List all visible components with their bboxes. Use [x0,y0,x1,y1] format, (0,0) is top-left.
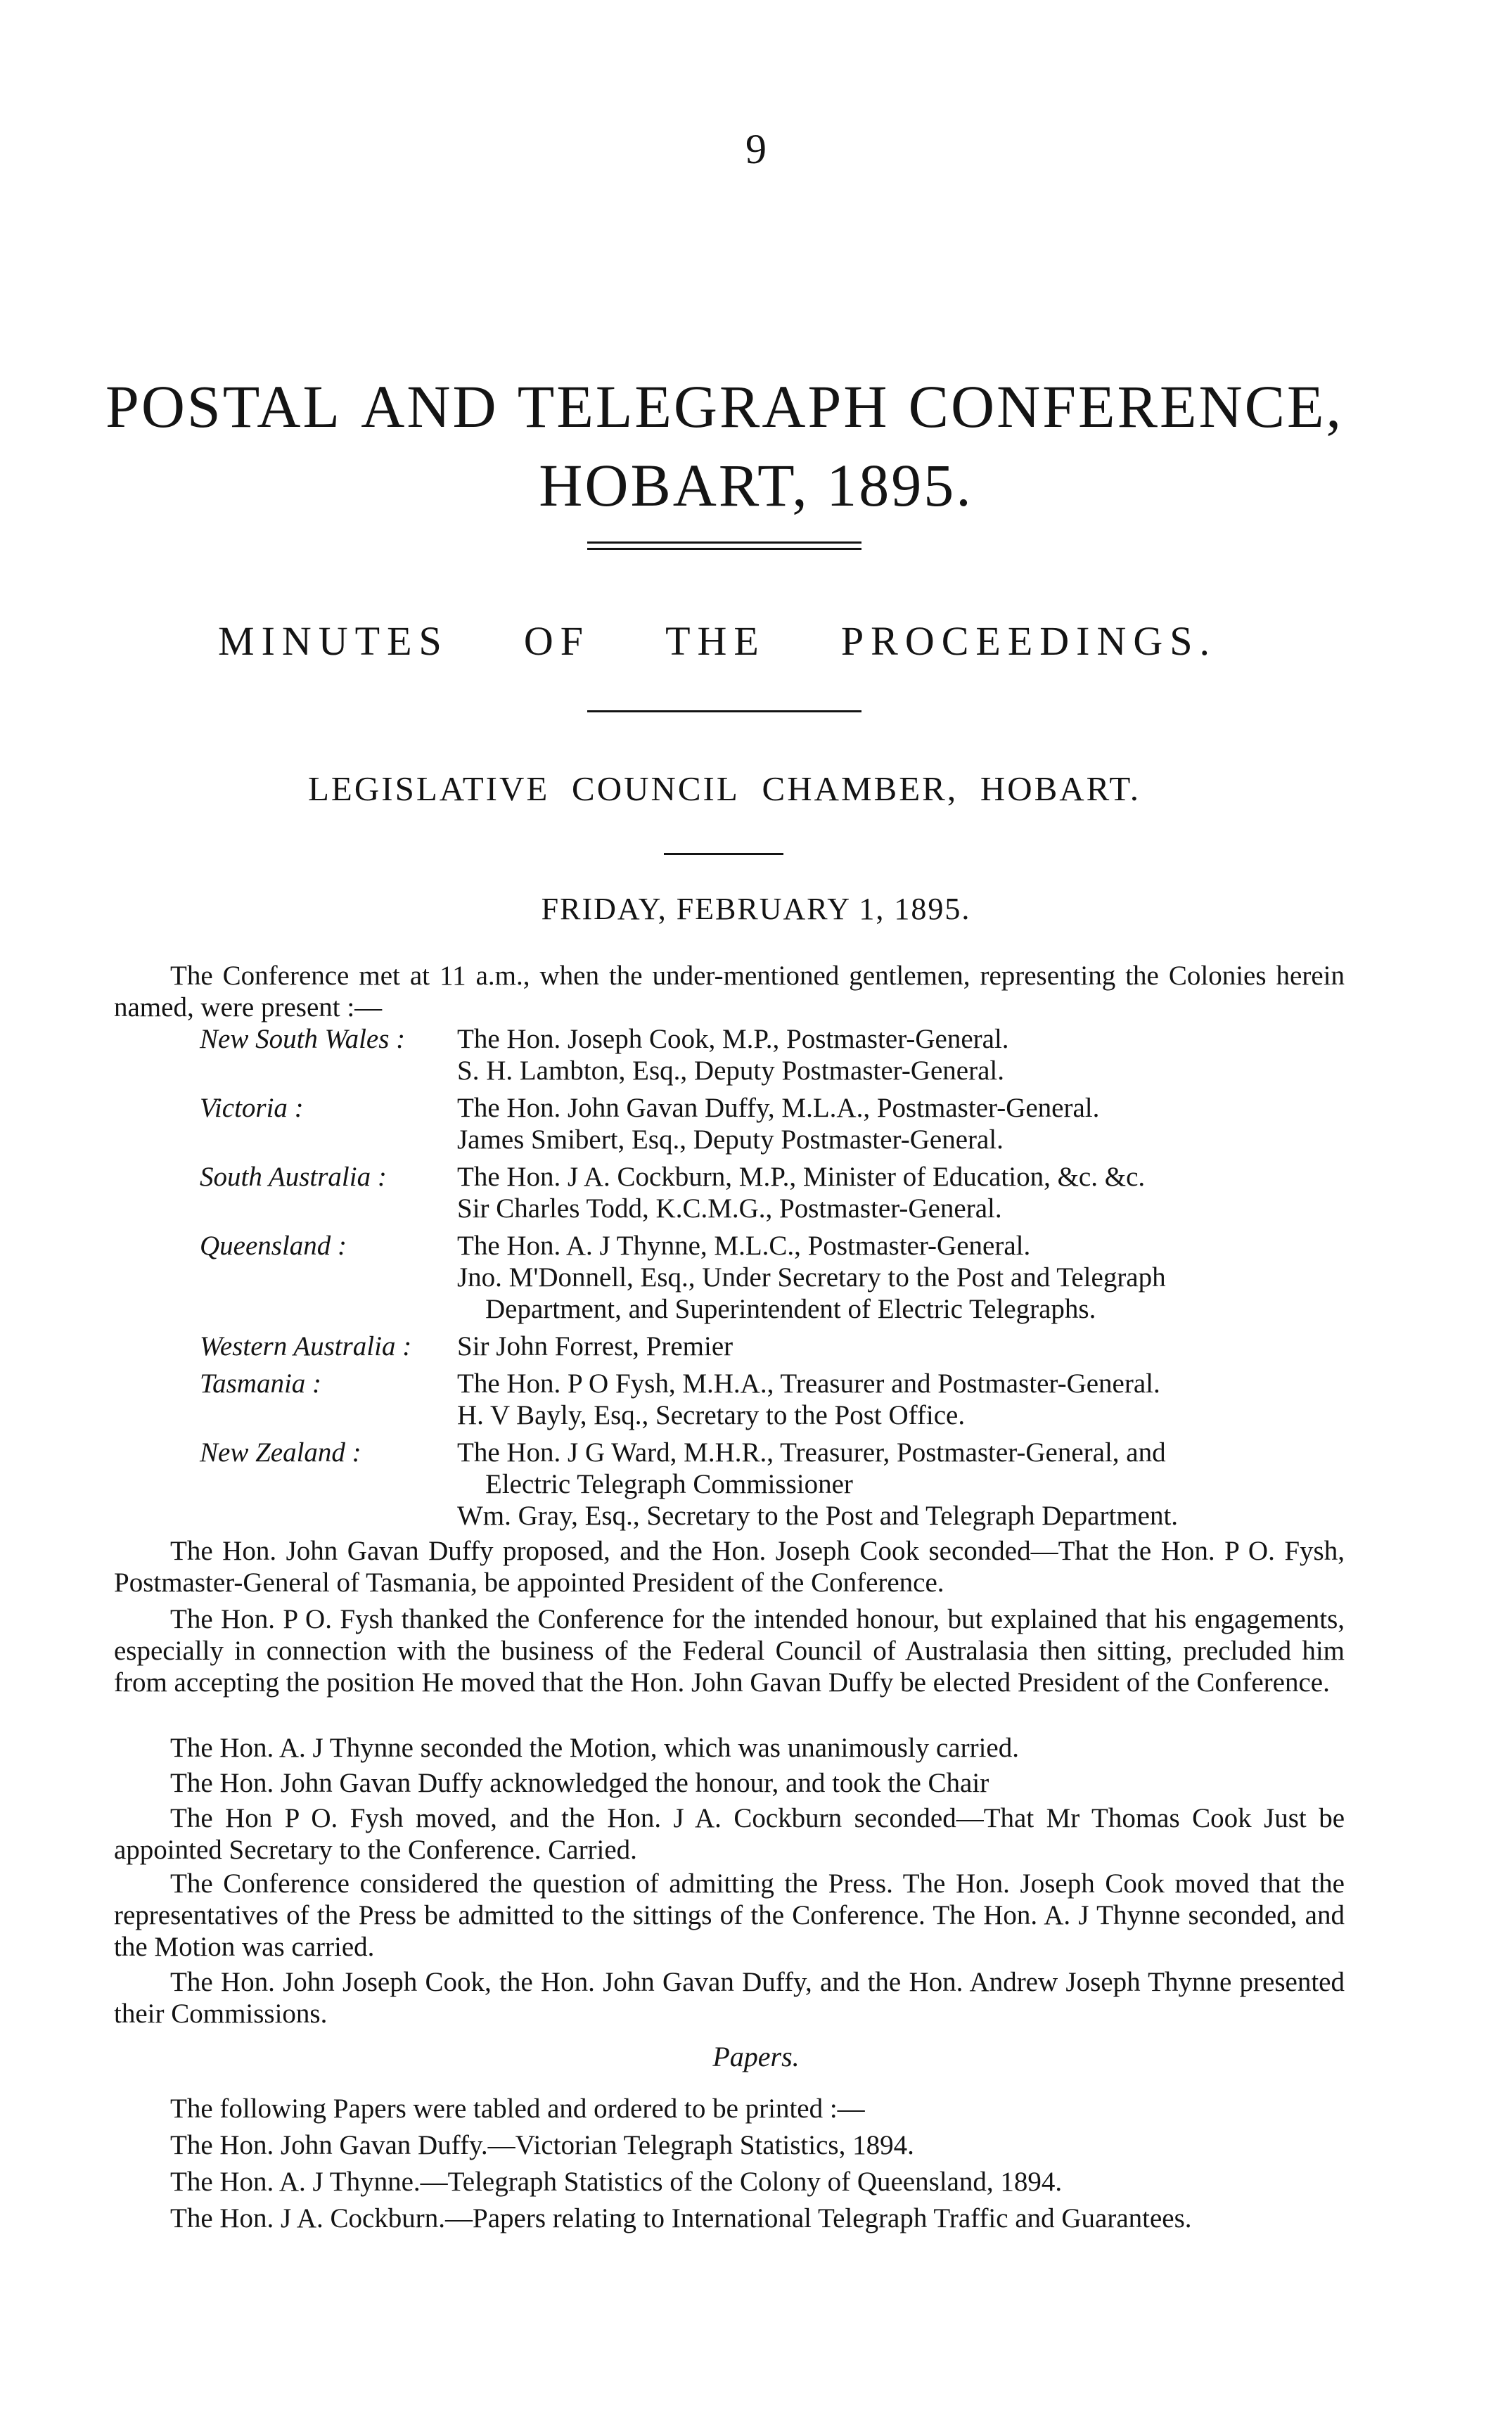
delegate-line: S. H. Lambton, Esq., Deputy Postmaster-General. [457,1056,1005,1086]
delegate-line: H. V Bayly, Esq., Secretary to the Post Office. [457,1400,966,1430]
colony-label: Queensland : [200,1231,347,1261]
papers-heading: Papers. [712,2041,800,2072]
colony-label: New South Wales : [200,1024,406,1054]
chamber-word: COUNCIL [572,769,740,808]
delegate-line: Electric Telegraph Commissioner [485,1469,853,1499]
rule-divider [587,710,861,712]
title-line-1 [105,371,1343,442]
delegate-line: Sir Charles Todd, K.C.M.G., Postmaster-General. [457,1193,1002,1224]
minutes-paragraph: The Hon. A. J Thynne seconded the Motion, which was unanimously carried. [170,1733,1019,1763]
subtitle-minutes [218,617,1217,665]
delegate-line: Department, and Superintendent of Electric Telegraphs. [485,1294,1096,1324]
double-rule-divider [587,541,861,550]
subtitle-word: THE [665,618,766,664]
colony-label: South Australia : [200,1162,387,1192]
papers-line: The Hon. John Gavan Duffy.—Victorian Telegraph Statistics, 1894. [170,2130,914,2160]
title-word: CONFERENCE, [908,373,1343,440]
delegate-line: The Hon. John Gavan Duffy, M.L.A., Postmaster-General. [457,1093,1100,1123]
delegate-line: The Hon. A. J Thynne, M.L.C., Postmaster-General. [457,1231,1031,1261]
minutes-paragraph: The Hon. John Gavan Duffy proposed, and the Hon. Joseph Cook seconded—That the Hon. P O. Fysh, Postmaster-General of Tasmania, be appointed President of the Conference. [114,1536,1345,1598]
papers-line: The following Papers were tabled and ordered to be printed :— [170,2094,865,2124]
delegate-line: The Hon. P O Fysh, M.H.A., Treasurer and Postmaster-General. [457,1368,1160,1399]
subtitle-word: MINUTES [218,618,449,664]
delegate-line: The Hon. J A. Cockburn, M.P., Minister of Education, &c. &c. [457,1162,1146,1192]
colony-label: Western Australia : [200,1331,412,1361]
colony-label: Tasmania : [200,1368,322,1399]
minutes-paragraph: The Hon P O. Fysh moved, and the Hon. J A. Cockburn seconded—That Mr Thomas Cook Just be appointed Secretary to the Conference. Carried. [114,1803,1345,1865]
delegate-line: The Hon. J G Ward, M.H.R., Treasurer, Postmaster-General, and [457,1437,1166,1468]
title-word: POSTAL [105,373,342,440]
subtitle-word: OF [523,618,590,664]
delegate-line: Jno. M'Donnell, Esq., Under Secretary to the Post and Telegraph [457,1262,1166,1293]
title-word: AND [361,373,499,440]
delegate-line: Sir John Forrest, Premier [457,1331,733,1361]
delegate-line: The Hon. Joseph Cook, M.P., Postmaster-General. [457,1024,1009,1054]
minutes-paragraph: The Hon. John Joseph Cook, the Hon. John Gavan Duffy, and the Hon. Andrew Joseph Thynne presented their Commissions. [114,1967,1345,2029]
short-rule-divider [664,853,783,855]
meeting-date: FRIDAY, FEBRUARY 1, 1895. [541,892,971,926]
title-word: TELEGRAPH [517,373,890,440]
chamber-heading [308,769,1141,809]
subtitle-word: PROCEEDINGS. [840,618,1217,664]
page-number: 9 [745,126,767,172]
chamber-word: CHAMBER, [762,769,959,808]
delegate-line: Wm. Gray, Esq., Secretary to the Post and Telegraph Department. [457,1501,1179,1531]
title-line-2: HOBART, 1895. [539,451,973,519]
minutes-paragraph: The Conference considered the question of admitting the Press. The Hon. Joseph Cook moved that the representatives of the Press be admitted to the sittings of the Conference. The Hon. A. J Thynne seconded, and the Motion was carried. [114,1868,1345,1962]
papers-line: The Hon. J A. Cockburn.—Papers relating to International Telegraph Traffic and Guarantees. [170,2203,1192,2233]
colony-label: New Zealand : [200,1437,361,1468]
chamber-word: HOBART. [980,769,1141,808]
delegate-line: James Smibert, Esq., Deputy Postmaster-General. [457,1124,1004,1155]
minutes-paragraph: The Hon. John Gavan Duffy acknowledged the honour, and took the Chair [170,1768,989,1798]
colony-label: Victoria : [200,1093,304,1123]
chamber-word: LEGISLATIVE [308,769,550,808]
minutes-paragraph: The Hon. P O. Fysh thanked the Conference for the intended honour, but explained that his engagements, especially in connection with the business of the Federal Council of Australasia then sitting, precluded him from accepting the position He moved that the Hon. John Gavan Duffy be elected President of the Conference. [114,1604,1345,1698]
papers-line: The Hon. A. J Thynne.—Telegraph Statistics of the Colony of Queensland, 1894. [170,2167,1063,2197]
intro-paragraph: The Conference met at 11 a.m., when the under-mentioned gentlemen, representing the Colonies herein named, were present :— [114,961,1345,1022]
